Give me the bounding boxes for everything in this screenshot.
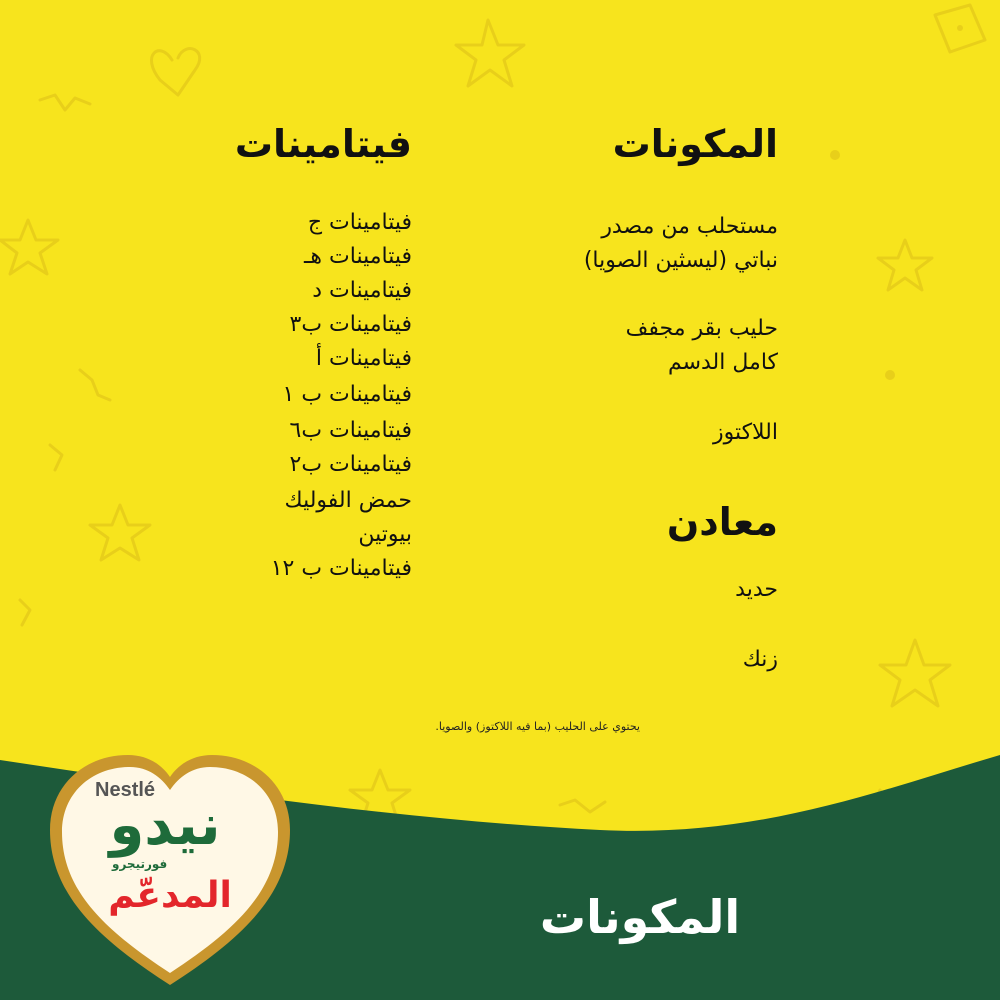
mineral-zinc: زنك (742, 647, 778, 672)
ingredient-emulsifier-line2: نباتي (ليسثين الصويا) (583, 248, 778, 273)
vitamin-a: فيتامينات أ (315, 346, 412, 371)
nestle-brand: Nestlé (95, 779, 156, 801)
ingredient-emulsifier-line1: مستحلب من مصدر (601, 214, 778, 239)
vitamin-b3: فيتامينات ب٣ (289, 312, 412, 337)
nido-logo (40, 745, 300, 995)
allergen-note: يحتوي على الحليب (بما فيه اللاكتوز) والصويا. (435, 720, 640, 733)
vitamin-b2: فيتامينات ب٢ (289, 452, 412, 477)
footer-title: المكونات (539, 890, 741, 944)
vitamin-b12: فيتامينات ب ١٢ (270, 556, 412, 581)
ingredient-milk-line1: حليب بقر مجفف (625, 316, 778, 341)
vitamins-heading: فيتامينات (234, 122, 412, 166)
fortified-tagline: المدعّم (108, 875, 232, 916)
vitamin-e: فيتامينات هـ (303, 244, 412, 269)
biotin: بيوتين (358, 522, 412, 547)
vitamin-c: فيتامينات ج (307, 210, 412, 235)
mineral-iron: حديد (735, 577, 778, 602)
folic-acid: حمض الفوليك (284, 488, 412, 513)
vitamin-b6: فيتامينات ب٦ (289, 418, 412, 443)
minerals-heading: معادن (666, 500, 778, 544)
fortigrow-label: فورتيجرو (112, 857, 168, 871)
vitamin-d: فيتامينات د (312, 278, 412, 303)
vitamin-b1: فيتامينات ب ١ (282, 382, 412, 407)
ingredients-heading: المكونات (612, 122, 778, 166)
ingredient-lactose: اللاكتوز (712, 420, 778, 445)
nido-product-name: نيدو (109, 793, 221, 858)
heart-badge-icon (40, 745, 300, 995)
ingredient-milk-line2: كامل الدسم (667, 350, 778, 375)
